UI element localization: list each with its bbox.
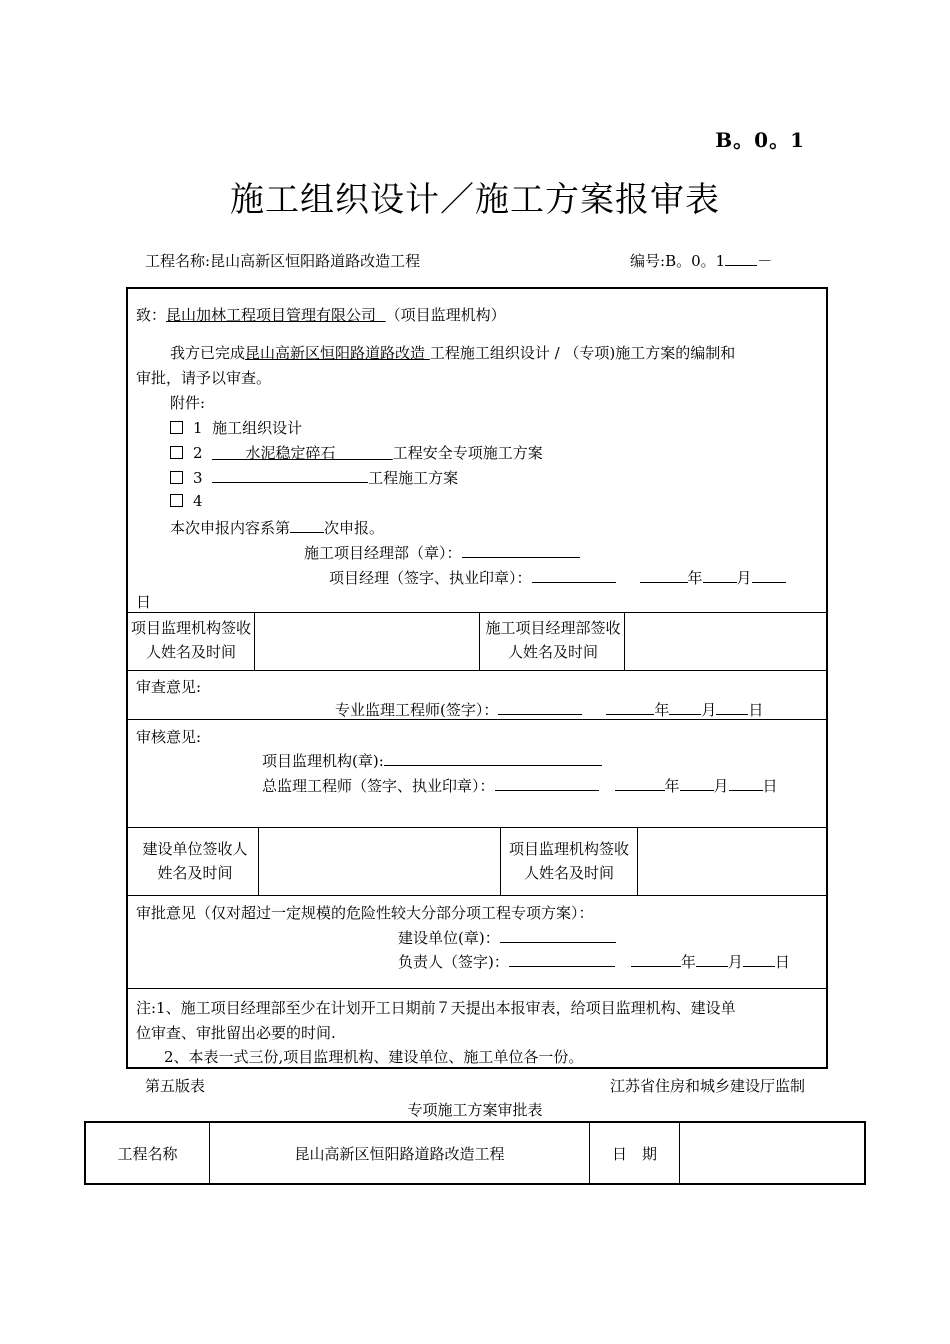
number-line bbox=[630, 250, 772, 271]
to-line bbox=[136, 304, 506, 325]
divider bbox=[128, 670, 826, 671]
divider bbox=[258, 827, 259, 895]
project-name-line bbox=[145, 250, 420, 271]
attachments-label: 附件: bbox=[170, 394, 206, 412]
pm-sign-blank[interactable] bbox=[532, 568, 616, 583]
checkbox[interactable] bbox=[170, 421, 183, 434]
attachment-num: 1 bbox=[193, 419, 203, 437]
attachment-text: 工程施工方案 bbox=[368, 469, 459, 487]
project-name: 昆山高新区恒阳路道路改造工程 bbox=[210, 252, 421, 270]
attachment-text: 工程安全专项施工方案 bbox=[392, 444, 543, 462]
dept-seal-line: 施工项目经理部（章）： bbox=[304, 542, 580, 563]
divider bbox=[637, 827, 638, 895]
edition-label: 第五版表 bbox=[145, 1077, 206, 1095]
chief-sign-line: 总监理工程师（签字、执业印章）： 年 月 日 bbox=[262, 777, 778, 795]
audit-seal-line: 项目监理机构(章): bbox=[262, 750, 602, 771]
project-label-cell: 工程名称 bbox=[117, 1144, 178, 1163]
checkbox[interactable] bbox=[170, 494, 183, 507]
receipt-supervision2-label: 项目监理机构签收人姓名及时间 bbox=[508, 840, 629, 882]
checkbox[interactable] bbox=[170, 471, 183, 484]
receipt-owner-label: 建设单位签收人姓名及时间 bbox=[142, 840, 248, 882]
body-project: 昆山高新区恒阳路道路改造 bbox=[245, 344, 426, 362]
body-prefix: 我方已完成 bbox=[170, 344, 246, 362]
approval-label: 审批意见（仅对超过一定规模的危险性较大分部分项工程专项方案）： bbox=[136, 904, 594, 922]
attachment-num: 2 bbox=[193, 444, 203, 462]
attachment-4[interactable] bbox=[170, 492, 203, 510]
form-code: B。0。1 bbox=[715, 128, 805, 152]
number-label: 编号: bbox=[630, 252, 666, 270]
divider bbox=[128, 988, 826, 989]
receipt-supervision-label: 项目监理机构签收人姓名及时间 bbox=[130, 619, 251, 661]
day-wrap: 日 bbox=[136, 593, 152, 611]
divider bbox=[128, 827, 826, 828]
to-label: 致： bbox=[136, 306, 167, 324]
attachment-2[interactable] bbox=[170, 442, 543, 463]
body-line-1 bbox=[170, 342, 735, 363]
to-org-note: （项目监理机构） bbox=[385, 306, 506, 324]
receipt-construction-label: 施工项目经理部签收人姓名及时间 bbox=[485, 619, 621, 661]
attachment-num: 3 bbox=[193, 469, 203, 487]
date-label-cell: 日 期 bbox=[611, 1144, 657, 1163]
attachment-blank[interactable] bbox=[212, 468, 368, 483]
to-org: 昆山加林工程项目管理有限公司 bbox=[166, 306, 377, 324]
authority-label: 江苏省住房和城乡建设厅监制 bbox=[609, 1077, 805, 1095]
submission-count-blank[interactable] bbox=[290, 518, 324, 533]
body-line-2: 审批，请予以审查。 bbox=[136, 369, 272, 387]
scheme-approval-table bbox=[84, 1121, 866, 1185]
attachment-num: 4 bbox=[193, 492, 203, 510]
page-title: 施工组织设计／施工方案报审表 bbox=[230, 180, 720, 220]
note-2: 2、本表一式三份,项目监理机构、建设单位、施工单位各一份。 bbox=[164, 1048, 584, 1066]
attachment-text: 施工组织设计 bbox=[212, 419, 303, 437]
attachment-1[interactable] bbox=[170, 417, 302, 438]
divider bbox=[254, 612, 255, 670]
review-label: 审查意见: bbox=[136, 678, 202, 696]
owner-sign-line: 负责人（签字)： 年 月 日 bbox=[398, 953, 790, 971]
note-1a: 注:1、施工项目经理部至少在计划开工日期前７天提出本报审表，给项目监理机构、建设单 bbox=[136, 999, 736, 1017]
dept-seal-blank[interactable] bbox=[462, 543, 580, 558]
audit-label: 审核意见: bbox=[136, 728, 202, 746]
project-label: 工程名称: bbox=[145, 252, 211, 270]
second-table-caption: 专项施工方案审批表 bbox=[407, 1101, 543, 1119]
review-sign-line: 专业监理工程师(签字）： 年 月 日 bbox=[335, 701, 764, 719]
attachment-fill: 水泥稳定碎石 bbox=[245, 444, 336, 462]
divider bbox=[479, 612, 480, 670]
body-text-1: 工程施工组织设计 / （专项)施工方案的编制和 bbox=[429, 344, 736, 362]
divider bbox=[500, 827, 501, 895]
divider bbox=[128, 612, 826, 613]
divider bbox=[128, 895, 826, 896]
checkbox[interactable] bbox=[170, 446, 183, 459]
pm-sign-line: 项目经理（签字、执业印章）： 年 月 bbox=[329, 567, 786, 588]
number-value: B。0。1 bbox=[665, 252, 726, 270]
number-blank[interactable] bbox=[725, 251, 757, 266]
date-value-cell[interactable] bbox=[680, 1123, 864, 1183]
submission-line: 本次申报内容系第 次申报。 bbox=[170, 519, 385, 537]
owner-seal-line: 建设单位(章)： bbox=[398, 927, 616, 948]
divider bbox=[624, 612, 625, 670]
number-suffix: － bbox=[757, 252, 773, 270]
attachment-3[interactable] bbox=[170, 467, 458, 488]
note-1b: 位审查、审批留出必要的时间. bbox=[136, 1024, 336, 1042]
approval-form bbox=[126, 287, 828, 1069]
project-name-cell: 昆山高新区恒阳路道路改造工程 bbox=[294, 1144, 505, 1163]
